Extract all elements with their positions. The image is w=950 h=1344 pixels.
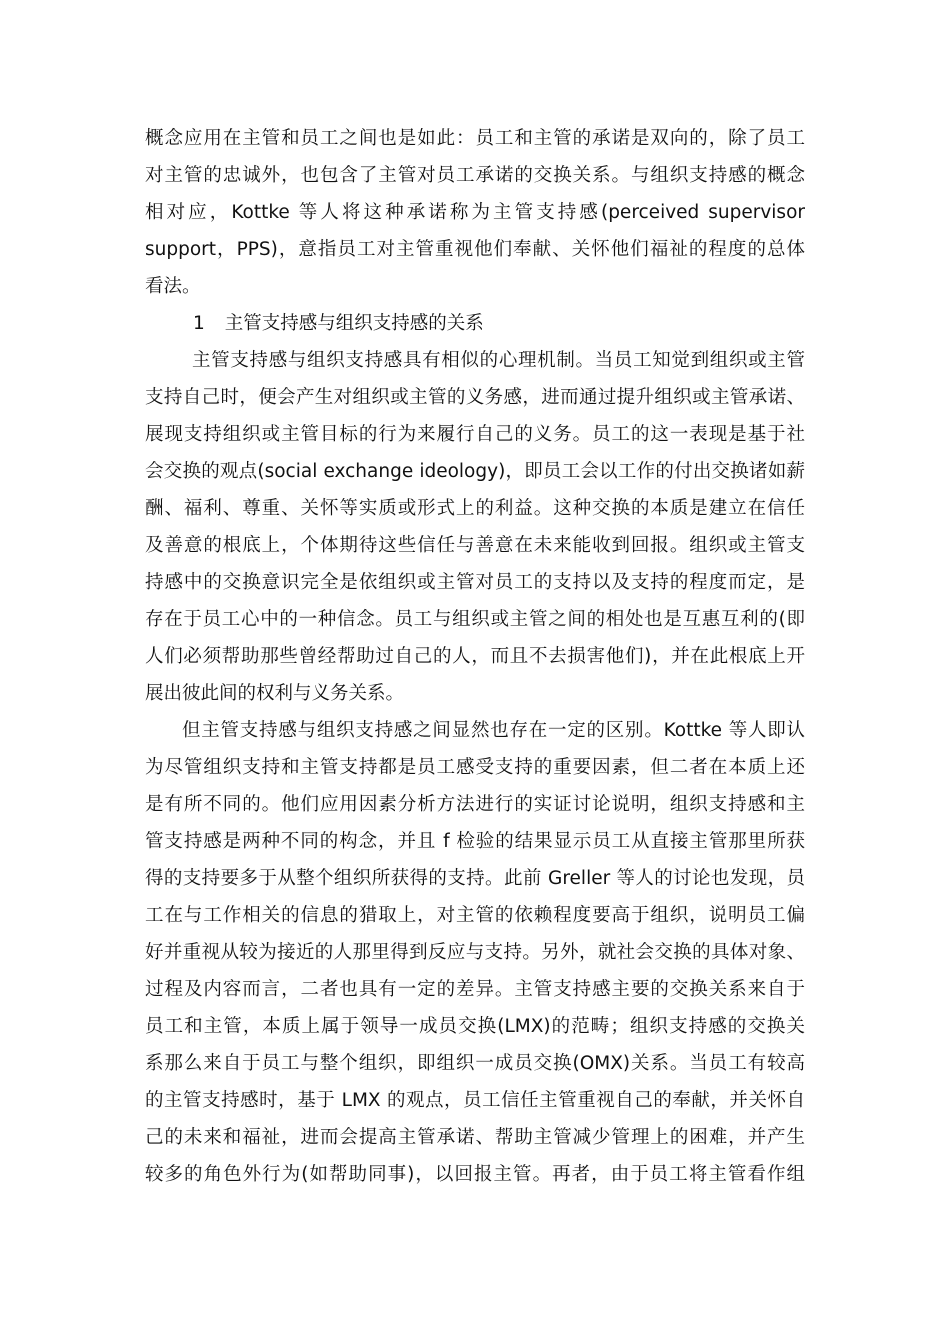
paragraph-line: 酬、福利、尊重、关怀等实质或形式上的利益。这种交换的本质是建立在信任 [145, 498, 805, 519]
paragraph-line: 支持自己时，便会产生对组织或主管的义务感，进而通过提升组织或主管承诺、 [145, 387, 805, 408]
paragraph-line: 过程及内容而言，二者也具有一定的差异。主管支持感主要的交换关系来自于 [145, 979, 805, 1000]
paragraph-line: 的主管支持感时，基于 LMX 的观点，员工信任主管重视自己的奉献，并关怀自 [145, 1090, 805, 1111]
paragraph-line: 对主管的忠诚外，也包含了主管对员工承诺的交换关系。与组织支持感的概念 [145, 165, 805, 186]
paragraph-line: 工在与工作相关的信息的猎取上，对主管的依赖程度要高于组织，说明员工偏 [145, 905, 805, 926]
paragraph-line: 看法。 [145, 276, 201, 297]
paragraph-line: 较多的角色外行为(如帮助同事)，以回报主管。再者，由于员工将主管看作组 [145, 1164, 805, 1185]
section-heading [145, 305, 805, 342]
paragraph-line: 展出彼此间的权利与义务关系。 [145, 683, 405, 704]
paragraph-line: 会交换的观点(social exchange ideology)，即员工会以工作的付出交换诸如薪 [145, 461, 805, 482]
paragraph-line: support，PPS)，意指员工对主管重视他们奉献、关怀他们福祉的程度的总体 [145, 239, 805, 260]
paragraph-line: 及善意的根底上，个体期待这些信任与善意在未来能收到回报。组织或主管支 [145, 535, 805, 556]
paragraph-line: 持感中的交换意识完全是依组织或主管对员工的支持以及支持的程度而定，是 [145, 572, 805, 593]
paragraph-line: 概念应用在主管和员工之间也是如此：员工和主管的承诺是双向的，除了员工 [145, 128, 805, 149]
paragraph-line: 为尽管组织支持和主管支持都是员工感受支持的重要因素，但二者在本质上还 [145, 757, 805, 778]
paragraph-line: 但主管支持感与组织支持感之间显然也存在一定的区别。Kottke 等人即认 [182, 720, 805, 741]
paragraph-line: 系那么来自于员工与整个组织，即组织一成员交换(OMX)关系。当员工有较高 [145, 1053, 805, 1074]
paragraph-line: 展现支持组织或主管目标的行为来履行自己的义务。员工的这一表现是基于社 [145, 424, 805, 445]
paragraph-line: 好并重视从较为接近的人那里得到反应与支持。另外，就社会交换的具体对象、 [145, 942, 805, 963]
paragraph-line: 得的支持要多于从整个组织所获得的支持。此前 Greller 等人的讨论也发现，员 [145, 868, 805, 889]
paragraph-3 [145, 712, 805, 1193]
paragraph-line: 存在于员工心中的一种信念。员工与组织或主管之间的相处也是互惠互利的(即 [145, 609, 805, 630]
paragraph-line: 相对应，Kottke 等人将这种承诺称为主管支持感(perceived supervisor [145, 202, 805, 223]
paragraph-line: 是有所不同的。他们应用因素分析方法进行的实证讨论说明，组织支持感和主 [145, 794, 805, 815]
paragraph-line: 员工和主管，本质上属于领导一成员交换(LMX)的范畴；组织支持感的交换关 [145, 1016, 805, 1037]
paragraph-line: 人们必须帮助那些曾经帮助过自己的人，而且不去损害他们)，并在此根底上开 [145, 646, 805, 667]
paragraph-2 [145, 342, 805, 712]
paragraph-line: 己的未来和福祉，进而会提高主管承诺、帮助主管减少管理上的困难，并产生 [145, 1127, 805, 1148]
paragraph-line: 主管支持感与组织支持感具有相似的心理机制。当员工知觉到组织或主管 [192, 350, 805, 371]
paragraph-1 [145, 120, 805, 305]
section-number: 1 [193, 313, 205, 334]
section-title: 主管支持感与组织支持感的关系 [224, 313, 484, 334]
document-body [145, 120, 805, 1193]
paragraph-line: 管支持感是两种不同的构念，并且 f 检验的结果显示员工从直接主管那里所获 [145, 831, 805, 852]
